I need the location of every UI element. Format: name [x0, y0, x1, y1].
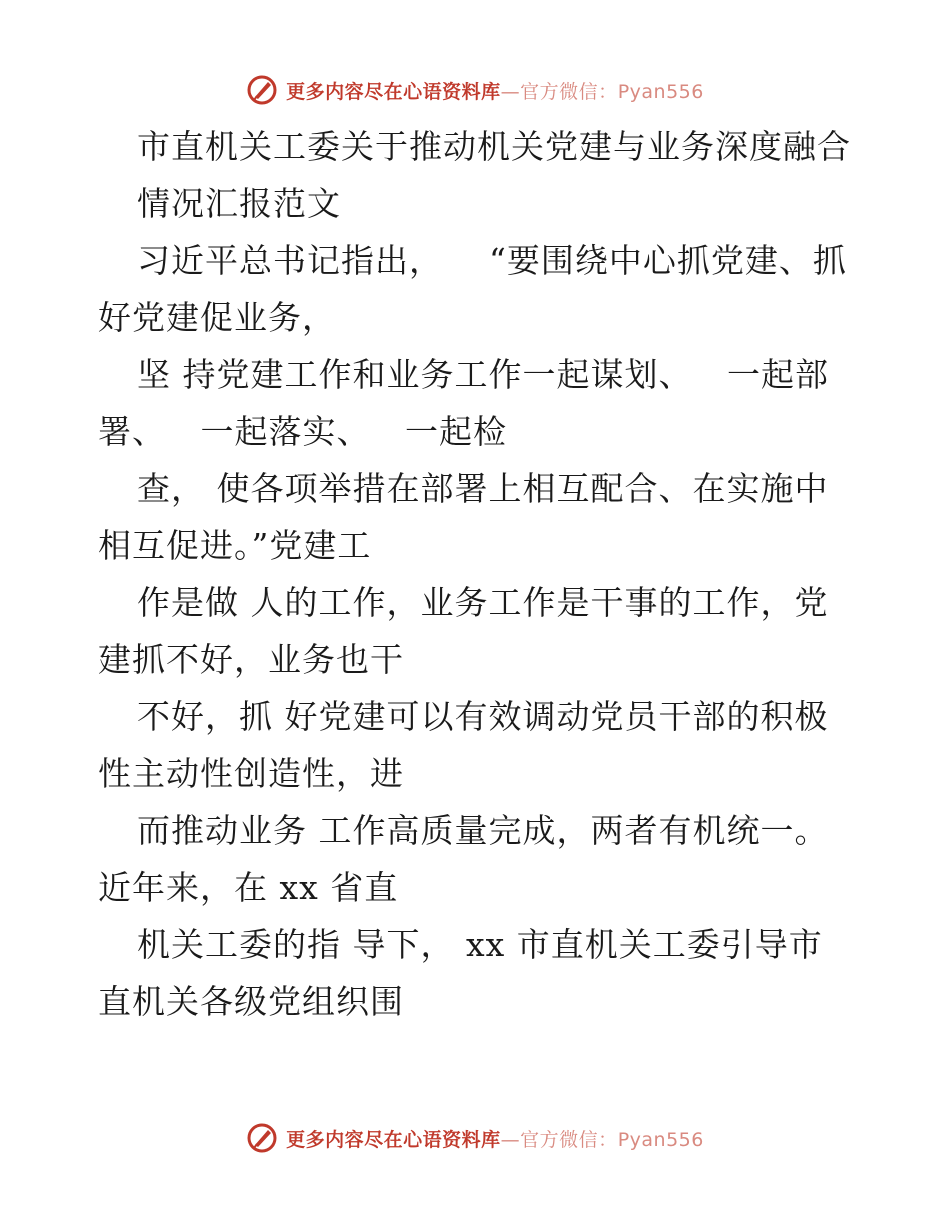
- text-line: 习近平总书记指出， “要围绕中心抓党建、抓: [137, 241, 847, 280]
- quill-pen-logo-icon: [246, 74, 278, 106]
- watermark-text: 更多内容尽在心语资料库—官方微信：Pyan556: [286, 80, 704, 103]
- text-line: 坚 持党建工作和业务工作一起谋划、 一起部: [137, 355, 829, 394]
- text-line: 查， 使各项举措在部署上相互配合、在实施中: [137, 469, 829, 508]
- text-line: 近年来，在 xx 省直: [98, 868, 399, 907]
- text-line: 情况汇报范文: [137, 184, 341, 223]
- text-line: 好党建促业务，: [98, 298, 336, 337]
- text-line: 建抓不好，业务也干: [98, 640, 404, 679]
- header-watermark: [0, 70, 950, 110]
- quill-pen-logo-icon: [246, 1122, 278, 1154]
- text-line: 市直机关工委关于推动机关党建与业务深度融合: [137, 127, 851, 166]
- text-line: 而推动业务 工作高质量完成，两者有机统一。: [137, 811, 829, 850]
- document-body: [98, 118, 858, 1030]
- text-line: 相互促进。”党建工: [98, 526, 372, 565]
- text-line: 机关工委的指 导下， xx 市直机关工委引导市: [137, 925, 823, 964]
- text-line: 性主动性创造性，进: [98, 754, 404, 793]
- text-line: 直机关各级党组织围: [98, 982, 404, 1021]
- text-line: 不好，抓 好党建可以有效调动党员干部的积极: [137, 697, 829, 736]
- text-line: 作是做 人的工作，业务工作是干事的工作，党: [137, 583, 829, 622]
- footer-watermark: [0, 1118, 950, 1158]
- text-line: 署、 一起落实、 一起检: [98, 412, 507, 451]
- watermark-text: 更多内容尽在心语资料库—官方微信：Pyan556: [286, 1128, 704, 1151]
